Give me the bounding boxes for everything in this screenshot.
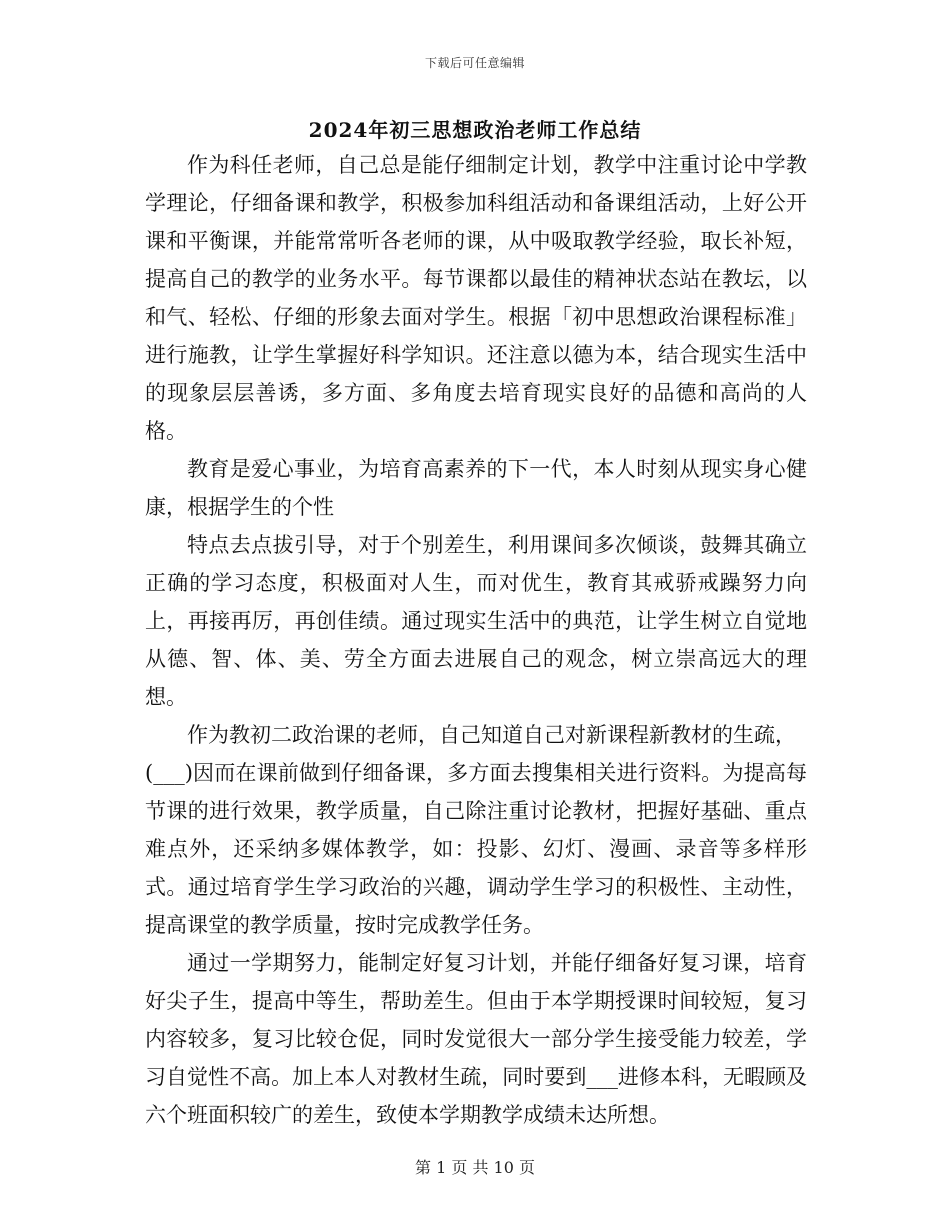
paragraph: 作为教初二政治课的老师，自己知道自己对新课程新教材的生疏， [187, 723, 796, 747]
paragraph: 特点去点拔引导，对于个别差生，利用课间多次倾谈，鼓舞其确立正确的学习态度，积极面对人生，而对优生，教育其戒骄戒躁努力向上，再接再厉，再创佳绩。通过现实生活中的典范，让学生树立自觉地从德、智、体、美、劳全方面去进展自己的观念，树立崇高远大的理想。 [145, 533, 807, 709]
document-title: 2024年初三思想政治老师工作总结 [308, 118, 642, 142]
paragraph: 通过一学期努力，能制定好复习计划，并能仔细备好复习课，培育好尖子生，提高中等生，帮助差生。但由于本学期授课时间较短，复习内容较多，复习比较仓促，同时发觉很大一部分学生接受能力较差，学习自觉性不高。加上本人对教材生疏，同时要到___进修本科，无暇顾及六个班面积较广的差生，致使本学期教学成绩未达所想。 [145, 951, 807, 1127]
page-number: 第 1 页 共 10 页 [415, 1158, 535, 1177]
header-note: 下载后可任意编辑 [424, 56, 525, 70]
document-body [145, 146, 807, 1134]
paragraph: (___)因而在课前做到仔细备课，多方面去搜集相关进行资料。为提高每节课的进行效果，教学质量，自己除注重讨论教材，把握好基础、重点难点外，还采纳多媒体教学，如：投影、幻灯、漫画、录音等多样形式。通过培育学生学习政治的兴趣，调动学生学习的积极性、主动性，提高课堂的教学质量，按时完成教学任务。 [145, 761, 807, 937]
paragraph: 作为科任老师，自己总是能仔细制定计划，教学中注重讨论中学教学理论，仔细备课和教学，积极参加科组活动和备课组活动，上好公开课和平衡课，并能常常听各老师的课，从中吸取教学经验，取长补短，提高自己的教学的业务水平。每节课都以最佳的精神状态站在教坛，以和气、轻松、仔细的形象去面对学生。根据「初中思想政治课程标准」进行施教，让学生掌握好科学知识。还注意以德为本，结合现实生活中的现象层层善诱，多方面、多角度去培育现实良好的品德和高尚的人格。 [145, 153, 807, 443]
paragraph: 教育是爱心事业，为培育高素养的下一代，本人时刻从现实身心健康，根据学生的个性 [145, 457, 807, 519]
